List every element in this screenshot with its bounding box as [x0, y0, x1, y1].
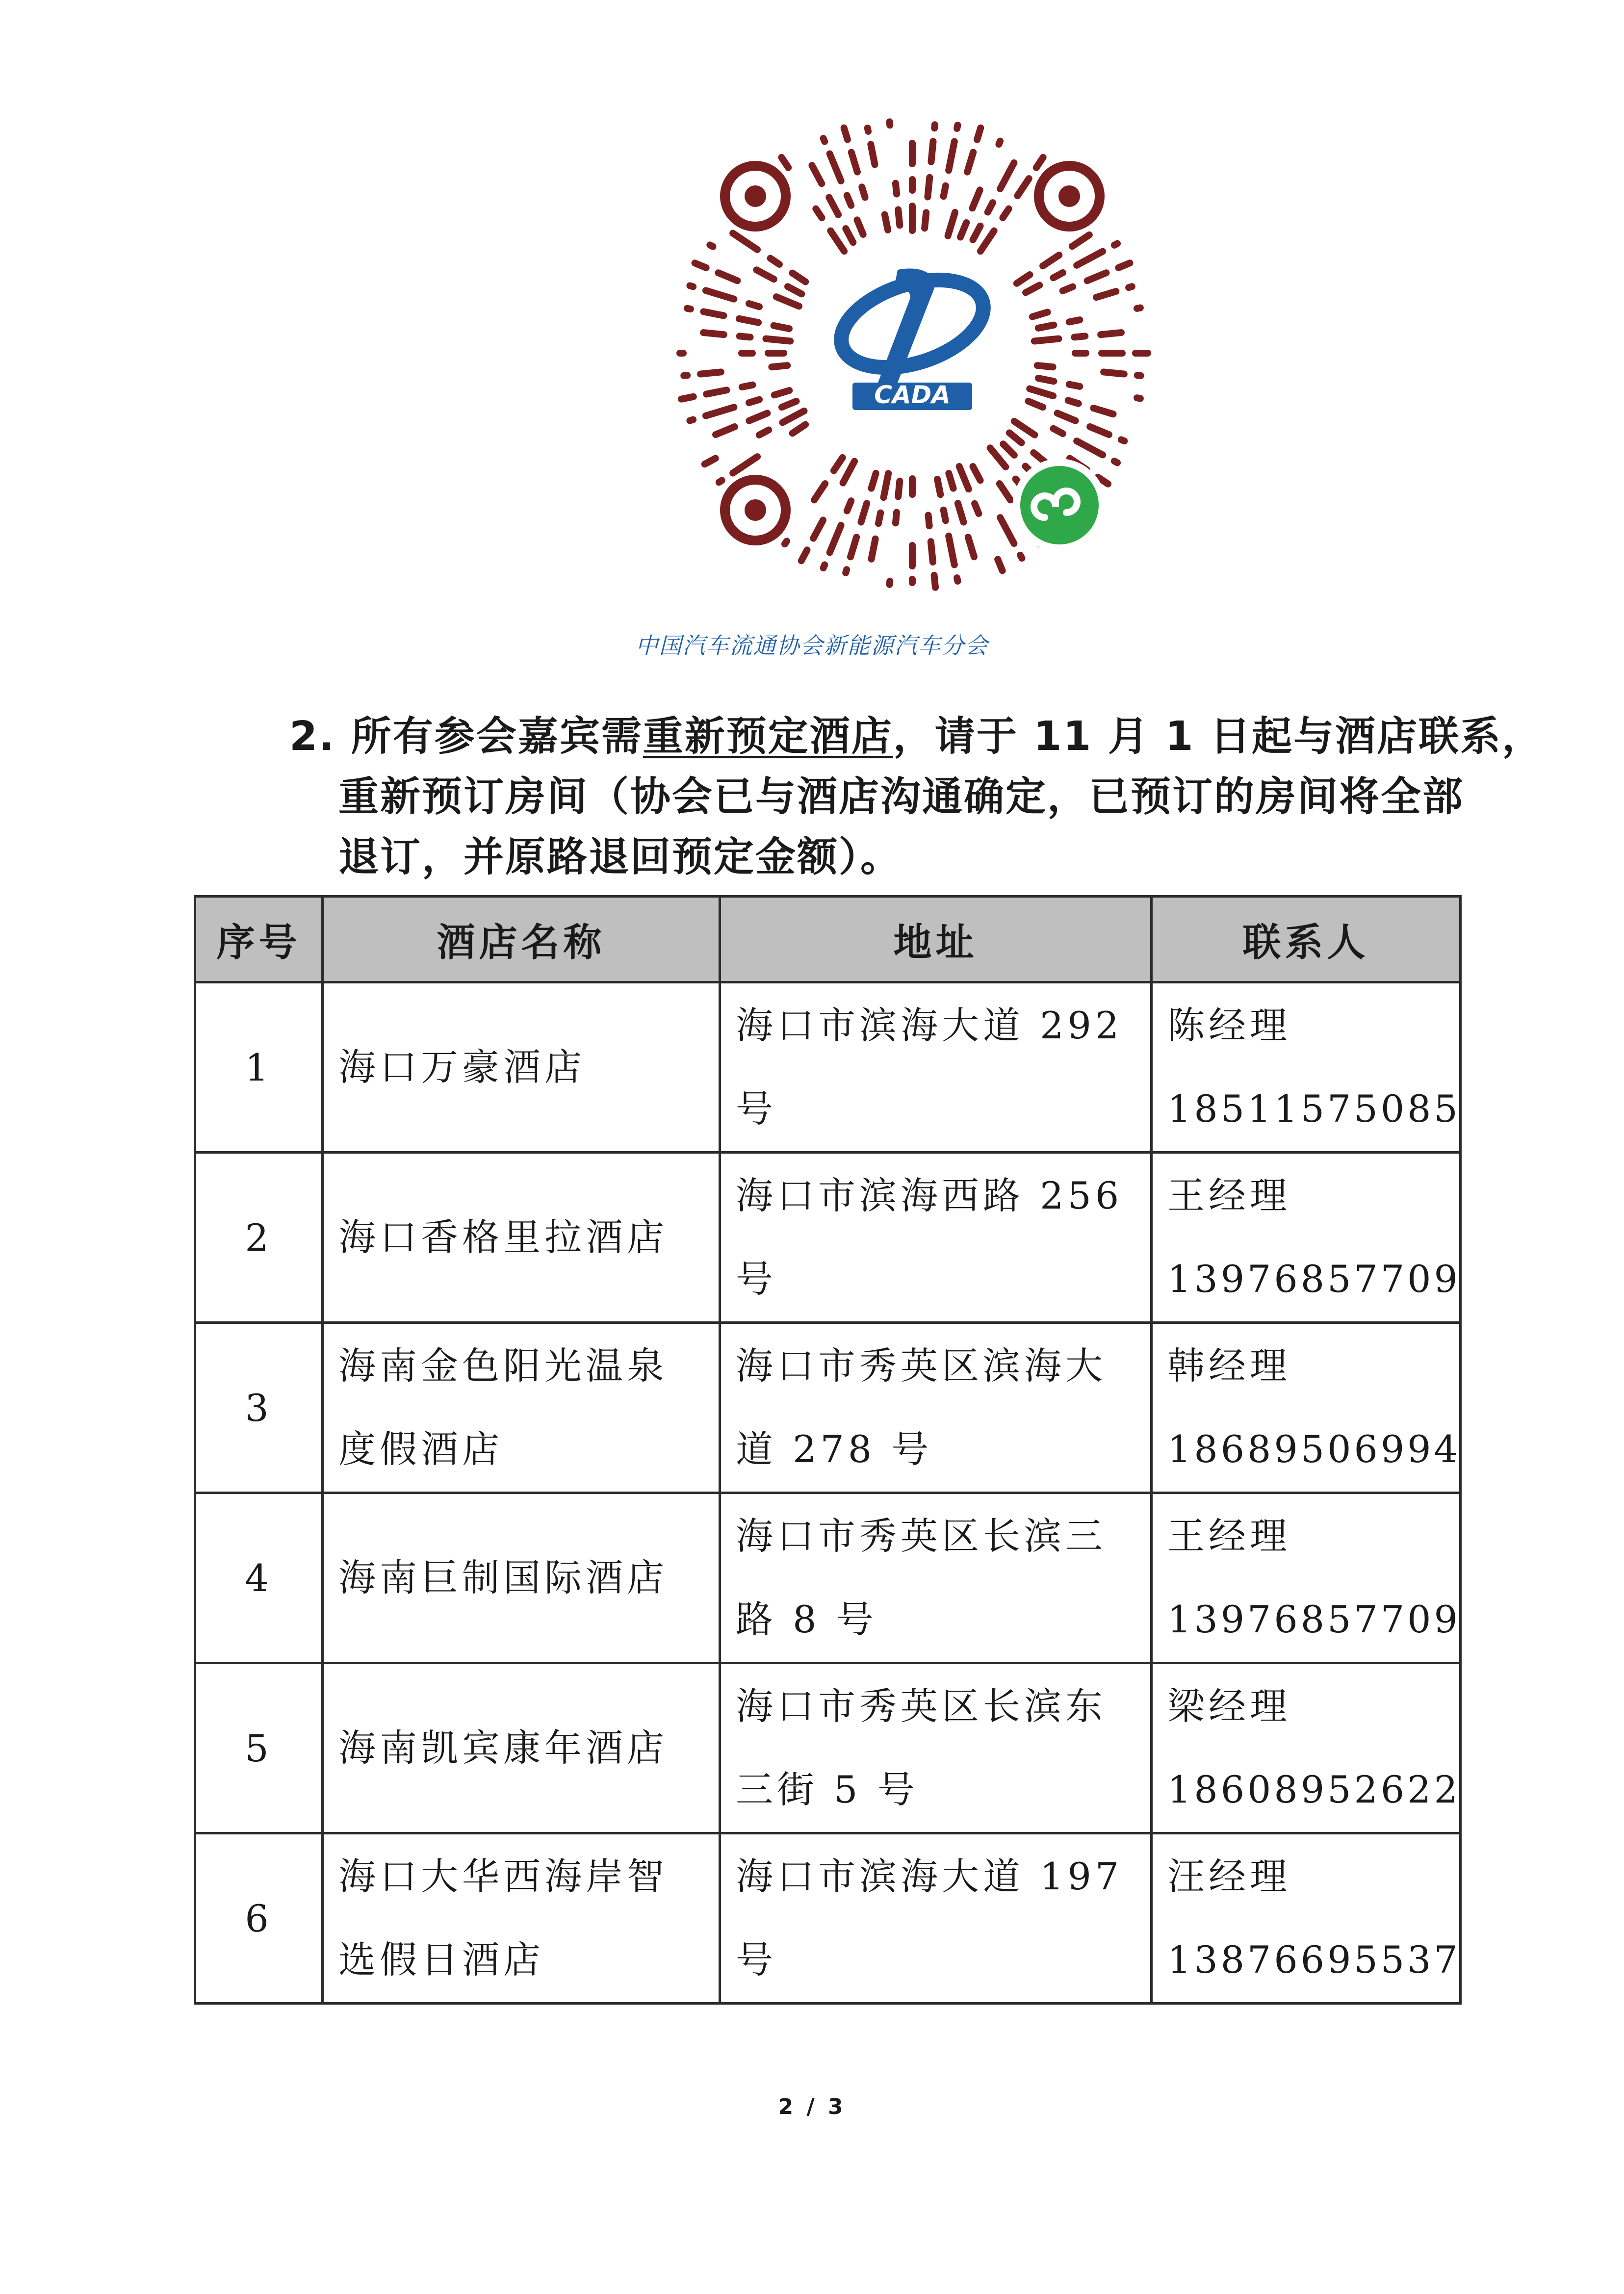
contact-phone: 18608952622 — [1167, 1768, 1461, 1811]
notice-line-1 — [289, 706, 1544, 767]
qr-mark — [1057, 413, 1076, 420]
qr-mark — [967, 152, 973, 172]
qr-mark — [733, 457, 757, 473]
cell-index: 1 — [195, 982, 323, 1153]
qr-mark — [931, 141, 933, 162]
qr-mark — [1114, 461, 1117, 463]
qr-mark — [1074, 336, 1085, 337]
qr-mark — [1003, 444, 1014, 455]
qr-mark — [1054, 273, 1063, 278]
qr-mark — [774, 326, 789, 329]
qr-mark — [843, 461, 855, 483]
cada-logo — [799, 240, 1025, 466]
hotel-name-line: 海南金色阳光温泉 — [338, 1344, 668, 1388]
qr-mark — [1009, 433, 1022, 442]
qr-mark — [999, 141, 1000, 144]
qr-mark — [988, 203, 993, 212]
page-number: 2 / 3 — [778, 2094, 846, 2119]
contact-phone: 18511575085 — [1167, 1087, 1461, 1131]
notice-line-3: 退订，并原路退回预定金额）。 — [338, 834, 902, 880]
qr-mark — [801, 550, 807, 561]
contact-phone: 13876695537 — [1167, 1938, 1461, 1982]
qr-mark — [788, 286, 801, 294]
qr-mark — [846, 569, 847, 573]
mini-program-qr-icon[interactable] — [667, 108, 1158, 598]
qr-mark — [872, 539, 876, 559]
qr-mark — [1118, 263, 1130, 268]
cell-contact — [1152, 1663, 1461, 1833]
qr-mark — [928, 515, 929, 526]
qr-mark — [716, 427, 735, 435]
address-line: 海口市滨海西路 256 号 — [736, 1174, 1123, 1301]
qr-mark — [813, 520, 823, 538]
qr-mark — [684, 375, 687, 376]
qr-mark — [861, 503, 867, 522]
qr-mark — [1034, 339, 1059, 341]
qr-mark — [719, 273, 738, 281]
qr-mark — [776, 297, 799, 306]
qr-mark — [990, 448, 1006, 467]
qr-mark — [975, 504, 979, 514]
hotel-name-line: 海南巨制国际酒店 — [338, 1556, 668, 1599]
qr-mark — [960, 223, 966, 237]
notice-underlined-text: 重新预定酒店 — [643, 713, 893, 760]
address-line: 海口市滨海大道 292 号 — [736, 1004, 1123, 1131]
cell-hotel-name — [323, 1663, 720, 1833]
qr-mark — [1017, 179, 1029, 196]
cell-index: 2 — [195, 1153, 323, 1323]
table-row — [195, 1833, 1461, 2004]
qr-mark — [1038, 378, 1054, 381]
address-line: 道 278 号 — [736, 1427, 933, 1471]
qr-mark — [703, 333, 724, 335]
cell-hotel-name — [323, 1833, 720, 2004]
qr-mark — [782, 411, 804, 423]
qr-mark — [706, 407, 734, 415]
qr-mark — [1114, 244, 1117, 245]
qr-mark — [944, 186, 946, 197]
cell-address — [720, 1833, 1152, 2004]
qr-mark — [706, 390, 726, 394]
cell-index: 6 — [195, 1833, 323, 2004]
cell-contact — [1152, 1493, 1461, 1663]
qr-mark — [830, 231, 844, 252]
qr-mark — [1026, 285, 1039, 292]
qr-mark — [871, 144, 875, 164]
address-line: 海口市秀英区滨海大 — [736, 1344, 1107, 1388]
qr-mark — [898, 209, 900, 225]
qr-mark — [998, 559, 1003, 570]
contact-phone: 13976857709 — [1167, 1598, 1461, 1641]
qr-mark — [934, 125, 935, 128]
qr-mark — [878, 513, 880, 524]
qr-mark — [1003, 209, 1008, 218]
qr-mark — [749, 400, 759, 403]
qr-mark — [1037, 365, 1053, 367]
cell-contact — [1152, 1153, 1461, 1323]
qr-mark — [847, 501, 851, 511]
qr-finder-top-right — [1039, 166, 1100, 227]
qr-mark — [757, 270, 774, 279]
table-row — [195, 1153, 1461, 1323]
qr-mark — [834, 458, 843, 471]
qr-mark — [972, 190, 980, 208]
cell-address — [720, 982, 1152, 1153]
qr-mark — [1121, 439, 1124, 441]
qr-mark — [759, 430, 769, 435]
hotel-name-line: 选假日酒店 — [338, 1938, 544, 1982]
qr-mark — [719, 480, 722, 482]
qr-mark — [749, 413, 767, 420]
qr-mark — [846, 229, 853, 242]
qr-mark — [781, 157, 788, 168]
qr-mark — [885, 215, 888, 230]
cell-address — [720, 1153, 1152, 1323]
qr-mark — [690, 285, 693, 286]
qr-mark — [733, 233, 757, 250]
qr-mark — [1014, 421, 1035, 435]
qr-mark — [958, 503, 964, 522]
cell-contact — [1152, 1833, 1461, 2004]
table-row — [195, 982, 1461, 1153]
qr-mark — [816, 209, 822, 218]
qr-mark — [1043, 255, 1059, 266]
qr-mark — [706, 290, 734, 299]
qr-mark — [1104, 372, 1124, 374]
qr-mark — [793, 273, 806, 282]
qr-mark — [1029, 401, 1043, 407]
qr-mark — [824, 565, 825, 567]
cell-index: 4 — [195, 1493, 323, 1663]
cell-hotel-name — [323, 1323, 720, 1493]
qr-mark — [847, 195, 851, 205]
qr-mark — [896, 512, 897, 523]
qr-mark — [862, 187, 865, 197]
cell-hotel-name — [323, 1493, 720, 1663]
qr-mark — [1000, 484, 1010, 500]
qr-mark — [925, 212, 926, 228]
cell-index: 3 — [195, 1323, 323, 1493]
cell-contact — [1152, 982, 1461, 1153]
qr-mark — [931, 541, 933, 562]
contact-name: 汪经理 — [1167, 1855, 1291, 1898]
qr-mark — [1077, 252, 1103, 265]
qr-mark — [830, 525, 841, 552]
qr-mark — [1000, 517, 1014, 543]
qr-mark — [782, 401, 797, 407]
contact-name: 陈经理 — [1167, 1004, 1291, 1047]
qr-mark — [1101, 333, 1121, 335]
qr-mark — [830, 154, 841, 180]
notice-line-2: 重新预订房间（协会已与酒店沟通确定，已预订的房间将全部 — [338, 773, 1465, 820]
qr-mark — [851, 152, 857, 172]
qr-mark — [980, 231, 994, 252]
qr-mark — [949, 473, 953, 489]
qr-mark — [851, 537, 856, 557]
qr-mark — [739, 319, 758, 323]
notice-text-1a: 所有参会嘉宾需 — [351, 713, 643, 760]
qr-mark — [1054, 429, 1063, 434]
address-line: 三街 5 号 — [736, 1768, 919, 1811]
contact-name: 韩经理 — [1167, 1344, 1291, 1388]
qr-mark — [1137, 375, 1141, 376]
hotel-table — [194, 895, 1462, 2005]
qr-mark — [1068, 400, 1079, 403]
hotel-name-line: 海口万豪酒店 — [338, 1045, 586, 1089]
svg-text:CADA: CADA — [874, 381, 951, 409]
qr-mark — [949, 536, 954, 565]
cell-index: 5 — [195, 1663, 323, 1833]
qr-mark — [1087, 273, 1107, 281]
cell-hotel-name — [323, 982, 720, 1153]
qr-mark — [1063, 287, 1073, 291]
qr-mark — [749, 304, 759, 307]
qr-mark — [944, 510, 946, 521]
qr-mark — [1093, 408, 1113, 414]
qr-mark — [949, 141, 954, 170]
qr-mark — [829, 198, 838, 215]
qr-mark — [690, 420, 693, 421]
qr-mark — [1069, 385, 1080, 387]
qr-mark — [681, 397, 694, 399]
qr-mark — [959, 466, 969, 489]
qr-mark — [977, 128, 980, 140]
qr-mark — [948, 212, 955, 236]
mini-program-badge-icon — [1013, 459, 1106, 552]
table-row — [195, 1493, 1461, 1663]
table-header-row — [195, 897, 1461, 982]
qr-mark — [898, 481, 900, 497]
qr-mark — [857, 220, 863, 234]
notice-text-1b: ，请于 11 月 1 日起与酒店联系， — [893, 713, 1544, 760]
header-contact: 联系人 — [1152, 897, 1461, 982]
cell-hotel-name — [323, 1153, 720, 1323]
hotel-name-line: 度假酒店 — [338, 1427, 503, 1471]
qr-mark — [793, 425, 806, 434]
qr-mark — [1032, 312, 1048, 316]
address-line: 海口市秀英区长滨东 — [736, 1684, 1107, 1728]
qr-mark — [1069, 320, 1080, 322]
header-hotel-name: 酒店名称 — [323, 897, 720, 982]
contact-name: 王经理 — [1167, 1174, 1291, 1217]
cell-address — [720, 1663, 1152, 1833]
table-row — [195, 1323, 1461, 1493]
qr-mark — [1137, 308, 1140, 309]
hotel-name-line: 海南凯宾康年酒店 — [338, 1726, 668, 1770]
table-row — [195, 1663, 1461, 1833]
address-line: 路 8 号 — [736, 1598, 877, 1641]
notice-paragraph — [289, 706, 1544, 887]
contact-phone: 18689506994 — [1167, 1427, 1461, 1471]
qr-mark — [871, 473, 876, 489]
qr-mark — [1077, 441, 1103, 455]
qr-mark — [710, 245, 713, 246]
qr-mark — [740, 336, 750, 337]
qr-mark — [1036, 157, 1043, 168]
header-index: 序号 — [195, 897, 323, 982]
qr-mark — [1017, 275, 1030, 284]
qr-mark — [1090, 427, 1109, 435]
qr-mark — [814, 484, 825, 500]
address-line: 海口市秀英区长滨三 — [736, 1514, 1107, 1558]
organization-caption: 中国汽车流通协会新能源汽车分会 — [635, 632, 989, 659]
qr-mark — [766, 339, 790, 341]
qr-mark — [771, 258, 779, 264]
qr-mark — [700, 372, 721, 374]
qr-mark — [1030, 389, 1053, 396]
qr-mark — [973, 466, 980, 480]
qr-mark — [774, 390, 790, 395]
qr-mark — [1072, 235, 1089, 246]
qr-mark — [1020, 555, 1022, 558]
header-address: 地址 — [720, 897, 1152, 982]
qr-mark — [937, 479, 940, 494]
contact-name: 梁经理 — [1167, 1684, 1291, 1728]
qr-mark — [1038, 325, 1054, 328]
qr-mark — [1000, 163, 1014, 189]
hotel-name-line: 海口大华西海岸智 — [338, 1855, 668, 1898]
contact-phone: 13976857709 — [1167, 1257, 1461, 1301]
qr-mark — [973, 226, 980, 240]
qr-mark — [1096, 291, 1116, 297]
address-line: 海口市滨海大道 197 号 — [736, 1855, 1123, 1982]
cell-contact — [1152, 1323, 1461, 1493]
qr-mark — [968, 537, 974, 557]
cell-address — [720, 1493, 1152, 1663]
qr-mark — [896, 183, 897, 194]
qr-mark — [1129, 286, 1132, 287]
qr-mark — [772, 365, 787, 367]
qr-mark — [883, 473, 888, 497]
qr-mark — [705, 458, 716, 464]
hotel-name-line: 海口香格里拉酒店 — [338, 1215, 668, 1259]
qr-finder-bottom-left — [725, 480, 786, 541]
qr-mark — [928, 178, 929, 197]
qr-mark — [824, 138, 825, 141]
qr-mark — [844, 128, 848, 140]
qr-finder-top-left — [725, 166, 786, 227]
qr-mark — [934, 575, 935, 588]
qr-mark — [742, 385, 753, 387]
contact-name: 王经理 — [1167, 1514, 1291, 1558]
notice-number: 2. — [289, 713, 336, 760]
qr-mark — [695, 263, 706, 268]
qr-mark — [703, 311, 723, 315]
qr-mark — [785, 541, 787, 544]
qr-mark — [812, 165, 822, 183]
cell-address — [720, 1323, 1152, 1493]
